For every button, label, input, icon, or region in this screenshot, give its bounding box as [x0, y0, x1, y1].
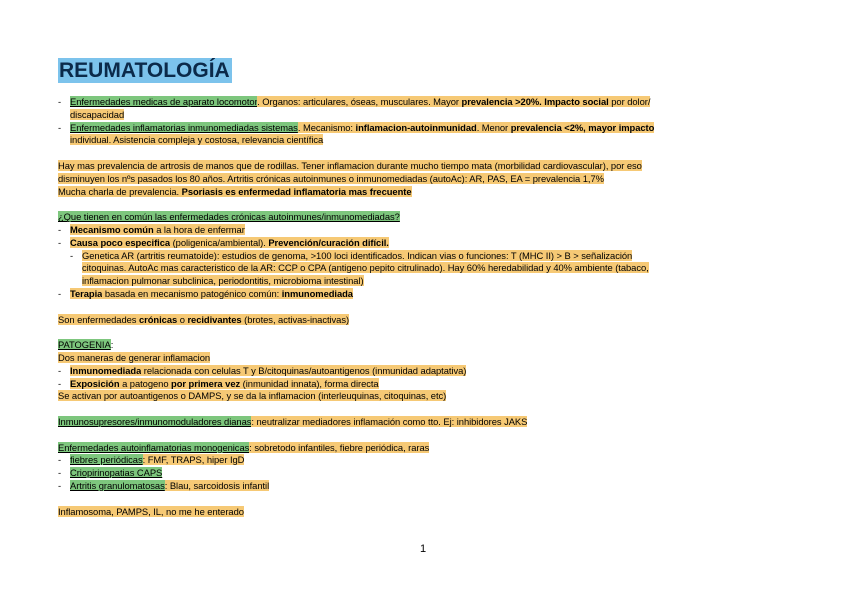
bullet-dash: -	[58, 467, 62, 479]
bullet-dash: -	[58, 121, 62, 133]
list-item	[58, 378, 778, 391]
text-run: : neutralizar mediadores inflamación como tto. Ej: inhibidores JAKS	[251, 415, 528, 427]
text-run: : sobretodo infantiles, fiebre periódica, raras	[249, 441, 430, 453]
text-run: prevalencia >20%. Impacto social	[461, 96, 609, 107]
text-run: relacionada con celulas T y B/citoquinas/autoantigenos (inmunidad adaptativa)	[141, 364, 467, 376]
text-run: individual. Asistencia compleja y costosa, relevancia científica	[70, 134, 324, 146]
list-item	[58, 237, 778, 250]
text-run: : FMF, TRAPS, hiper IgD	[142, 454, 245, 466]
text-run: Prevención/curación difícil.	[268, 236, 389, 248]
text-run: a patogeno	[119, 377, 172, 389]
text-run: Exposición	[70, 377, 120, 389]
paragraph	[58, 352, 778, 365]
text-run: prevalencia <2%, mayor impacto	[510, 121, 655, 133]
list-item	[58, 288, 778, 301]
text-run: Mucha charla de prevalencia.	[58, 185, 182, 197]
text-run: . Menor	[476, 121, 511, 133]
text-run: ¿Que tienen en común las enfermedades crónicas autoinmunes/inmunomediadas?	[58, 211, 400, 223]
paragraph	[58, 314, 778, 327]
text-run: (brotes, activas-inactivas)	[241, 313, 350, 325]
text-run: PATOGENIA	[58, 339, 111, 351]
text-run: inflamacion pulmonar subclinica, periodontitis, microbioma intestinal)	[82, 275, 364, 287]
paragraph	[58, 173, 778, 186]
bullet-dash: -	[70, 249, 74, 261]
text-run: fiebres periódicas	[70, 454, 143, 466]
list-item	[58, 96, 778, 122]
bullet-dash: -	[58, 96, 62, 107]
text-run: crónicas	[138, 313, 178, 325]
text-run: basada en mecanismo patogénico común:	[102, 287, 282, 299]
text-run: Hay mas prevalencia de artrosis de manos que de rodillas. Tener inflamacion durante mucho tiempo mata (morbilidad cardiovascular), por eso	[58, 159, 642, 171]
text-run: (inmunidad innata), forma directa	[240, 377, 379, 389]
text-run: disminuyen los nºs pasados los 80 años. Artritis crónicas autoinmunes o inmunomediadas (autoAc): AR, PAS, EA = prevalencia 1,7%	[58, 172, 604, 184]
paragraph	[58, 442, 778, 455]
text-run: (poligenica/ambiental).	[170, 236, 269, 248]
text-run: Terapia	[70, 287, 103, 299]
text-run: Psoriasis es enfermedad inflamatoria mas frecuente	[181, 185, 412, 197]
paragraph	[58, 416, 778, 429]
document-body	[58, 96, 778, 518]
text-run: Inmunomediada	[70, 364, 142, 376]
paragraph	[58, 186, 778, 199]
text-run: inmunomediada	[281, 287, 353, 299]
text-run: o	[177, 313, 188, 325]
bullet-dash: -	[58, 287, 62, 299]
text-run: Causa poco especifica	[70, 236, 171, 248]
bullet-dash: -	[58, 377, 62, 389]
section-heading	[58, 211, 778, 224]
text-run: : Blau, sarcoidosis infantil	[164, 479, 270, 491]
list-item	[58, 467, 778, 480]
bullet-dash: -	[58, 454, 62, 466]
text-run: recidivantes	[187, 313, 242, 325]
text-run: por dolor/	[608, 96, 651, 107]
list-item	[58, 122, 778, 148]
text-run: Enfermedades inflamatorias inmunomediadas sistemas	[70, 121, 298, 133]
page-number: 1	[420, 543, 427, 555]
bullet-dash: -	[58, 479, 62, 491]
list-item	[58, 454, 778, 467]
text-run: Se activan por autoantigenos o DAMPS, y se da la inflamacion (interleuquinas, citoquinas, etc)	[58, 390, 447, 402]
text-run: Criopirinopatias CAPS	[70, 467, 163, 479]
list-item	[58, 480, 778, 493]
list-item	[58, 365, 778, 378]
text-run: Inflamosoma, PAMPS, IL, no me he enterado	[58, 505, 244, 517]
text-run: Genetica AR (artritis reumatoide): estudios de genoma, >100 loci identificados. Indican vias o funciones: T (MHC II) > B > señalización	[82, 249, 633, 261]
paragraph	[58, 390, 778, 403]
list-item	[58, 224, 778, 237]
text-run: Dos maneras de generar inflamacion	[58, 351, 211, 363]
text-run: inflamacion-autoinmunidad	[355, 121, 477, 133]
text-run: . Organos: articulares, óseas, musculares. Mayor	[257, 96, 462, 107]
bullet-dash: -	[58, 223, 62, 235]
text-run: Mecanismo común	[70, 223, 154, 235]
text-run: Son enfermedades	[58, 313, 139, 325]
paragraph	[58, 160, 778, 173]
text-run: Artritis granulomatosas	[70, 479, 165, 491]
text-run: discapacidad	[70, 108, 125, 120]
text-run: citoquinas. AutoAc mas caracteristico de la AR: CCP o CPA (antigeno pepito citrulinado). Hay 60% heredabilidad y 40% ambiente (tabaco,	[82, 262, 649, 274]
bullet-dash: -	[58, 236, 62, 248]
text-run: Inmunosupresores/inmunomoduladores dianas	[58, 415, 252, 427]
text-run: a la hora de enfermar	[153, 223, 245, 235]
text-run: :	[110, 339, 114, 351]
text-run: Enfermedades autoinflamatorias monogenicas	[58, 441, 250, 453]
text-run: por primera vez	[171, 377, 241, 389]
paragraph	[58, 506, 778, 519]
page-title: REUMATOLOGÍA	[59, 59, 230, 82]
bullet-dash: -	[58, 364, 62, 376]
text-run: Enfermedades medicas de aparato locomotor	[70, 96, 258, 107]
section-heading	[58, 339, 778, 352]
list-item	[58, 250, 778, 288]
text-run: . Mecanismo:	[297, 121, 356, 133]
